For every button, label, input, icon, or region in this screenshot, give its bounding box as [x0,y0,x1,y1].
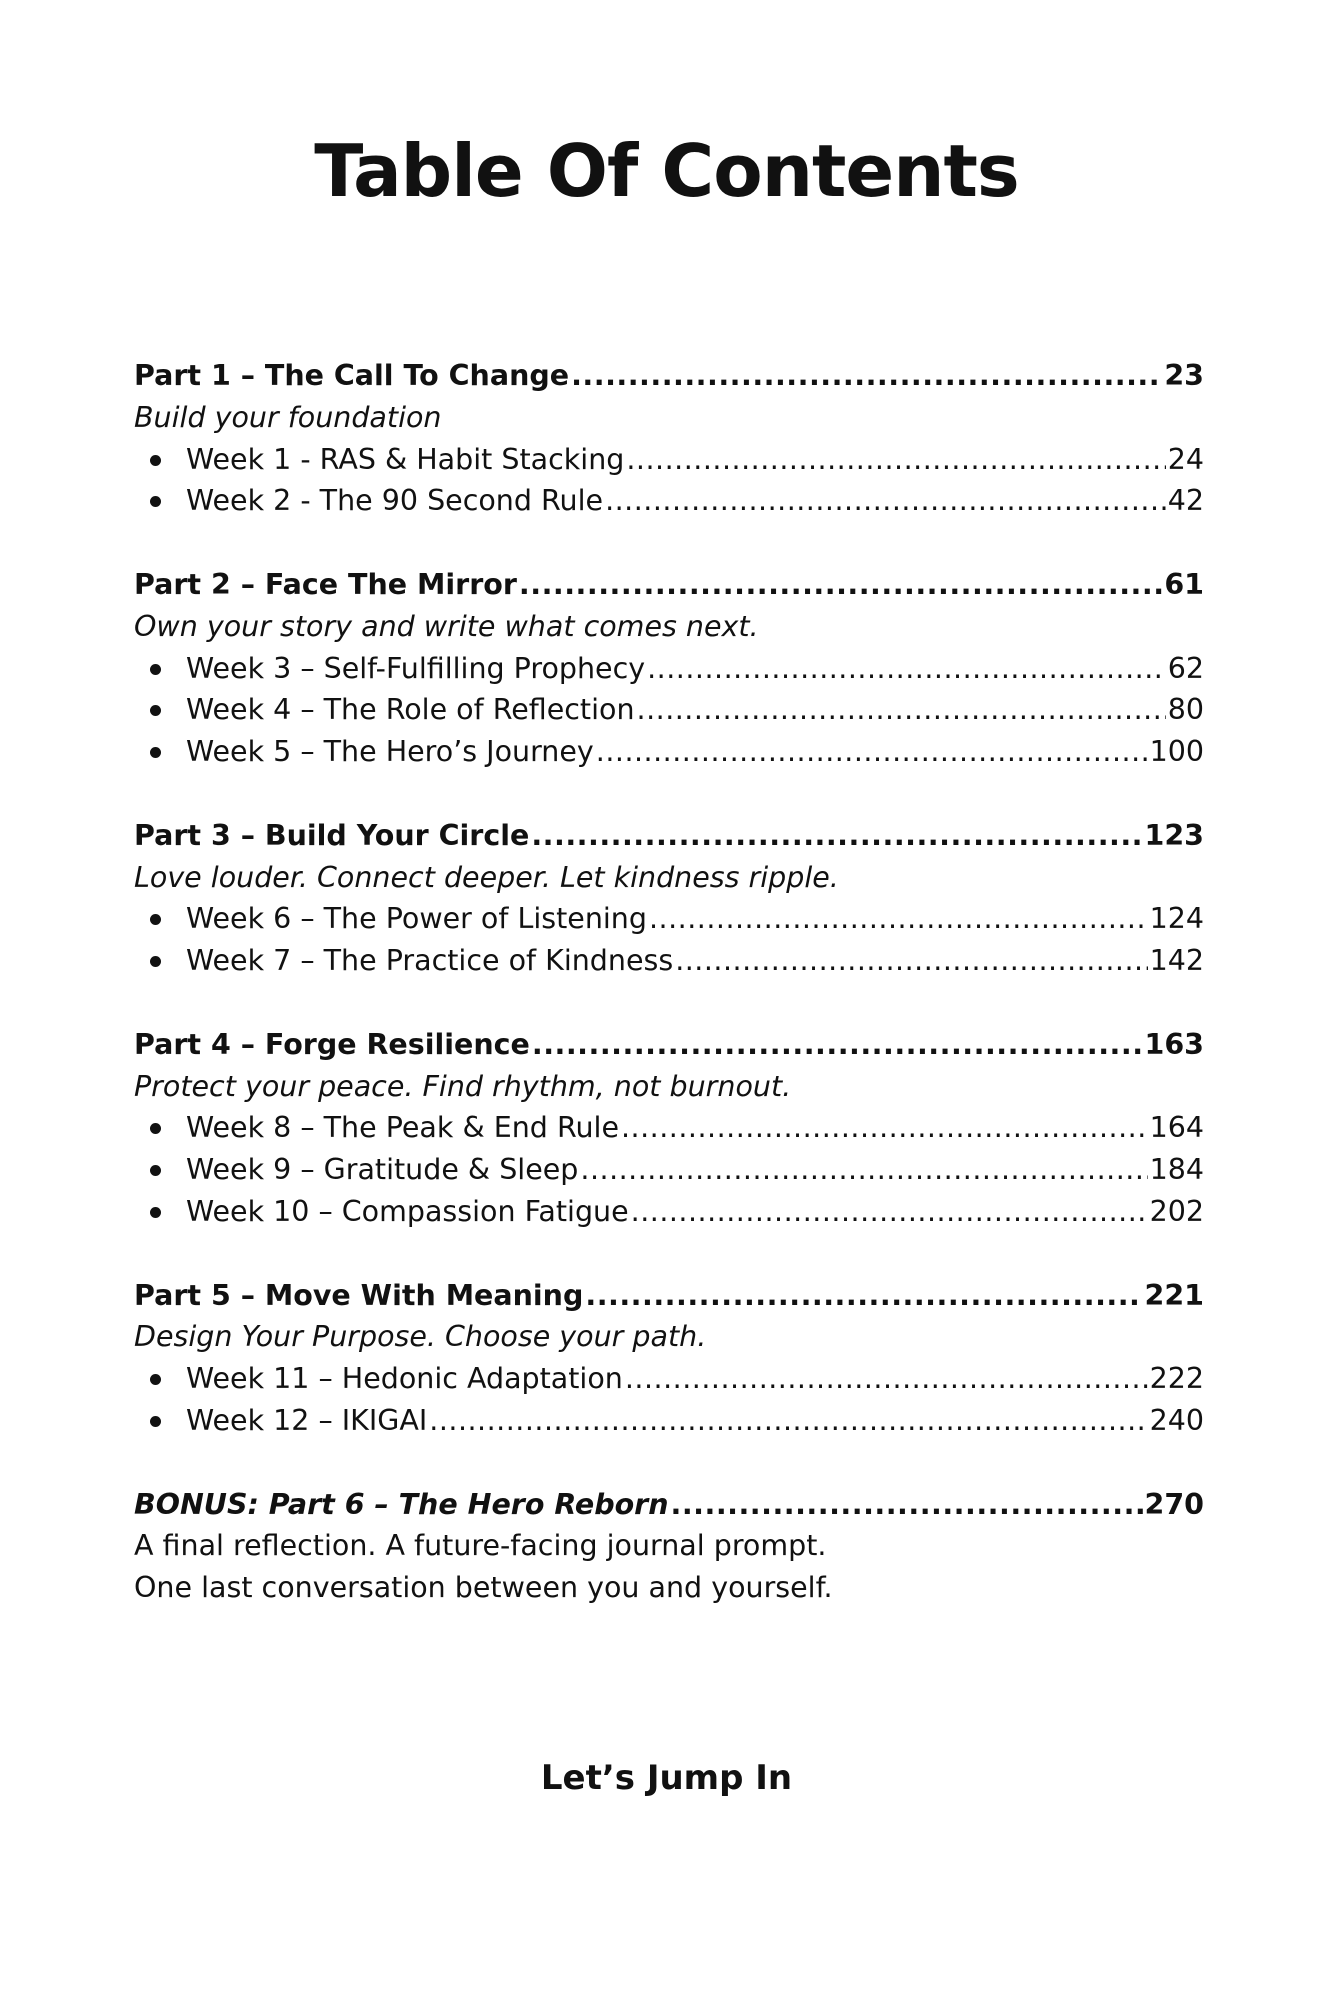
week-entry[interactable] [134,1191,1204,1233]
week-entry[interactable] [134,689,1204,731]
dot-leader [675,940,1147,982]
part-heading[interactable] [134,564,1204,606]
dot-leader [671,1484,1143,1526]
page-number: 270 [1144,1487,1204,1521]
week-title: Week 1 - RAS & Habit Stacking [186,442,625,476]
week-title: Week 5 – The Hero’s Journey [186,735,594,769]
week-title: Week 10 – Compassion Fatigue [186,1194,629,1228]
dot-leader [649,898,1148,940]
bullet-icon [150,1207,161,1218]
week-title: Week 9 – Gratitude & Sleep [186,1153,579,1187]
page-number: 23 [1164,359,1204,392]
week-entry[interactable] [134,1149,1204,1191]
part-heading[interactable] [134,1275,1204,1317]
week-title: Week 6 – The Power of Listening [186,902,647,936]
part-subtitle: Build your foundation [134,400,442,434]
part-title: Part 2 – Face The Mirror [134,567,517,601]
week-entry[interactable] [134,648,1204,690]
week-title: Week 3 – Self-Fulfilling Prophecy [186,651,646,685]
dot-leader [429,1400,1147,1442]
dot-leader [631,1191,1148,1233]
page-number: 80 [1167,693,1204,727]
page-number: 164 [1149,1111,1204,1145]
part-title: Part 3 – Build Your Circle [134,818,530,852]
bullet-icon [150,1374,161,1385]
page-number: 221 [1144,1278,1204,1312]
week-entry[interactable] [134,898,1204,940]
week-entry[interactable] [134,940,1204,982]
week-entry[interactable] [134,1400,1204,1442]
part-heading[interactable] [134,1024,1204,1066]
bullet-icon [150,747,161,758]
bullet-icon [150,1123,161,1134]
bullet-icon [150,496,161,507]
bullet-icon [150,705,161,716]
week-title: Week 8 – The Peak & End Rule [186,1111,619,1145]
week-entry[interactable] [134,1107,1204,1149]
bullet-icon [150,956,161,967]
dot-leader [519,564,1162,606]
page-number: 24 [1167,442,1204,476]
dot-leader [626,439,1165,481]
bonus-title: BONUS: Part 6 – The Hero Reborn [134,1487,669,1521]
part-subtitle: Own your story and write what comes next. [134,609,759,643]
bullet-icon [150,1416,161,1427]
page-number: 100 [1149,735,1204,769]
part-heading[interactable] [134,355,1204,397]
dot-leader [585,1275,1142,1317]
dot-leader [647,648,1166,690]
page-number: 163 [1144,1027,1204,1061]
page-number: 124 [1149,902,1204,936]
dot-leader [532,1024,1143,1066]
dot-leader [625,1358,1148,1400]
part-title: Part 4 – Forge Resilience [134,1027,530,1061]
dot-leader [605,480,1166,522]
week-title: Week 2 - The 90 Second Rule [186,484,604,518]
page-number: 62 [1167,651,1204,685]
week-entry[interactable] [134,439,1204,481]
page-number: 240 [1149,1403,1204,1437]
page-number: 222 [1149,1362,1204,1396]
dot-leader [531,815,1142,857]
part-title: Part 5 – Move With Meaning [134,1278,584,1312]
page-title: Table Of Contents [314,129,1019,213]
bonus-heading[interactable] [134,1484,1204,1526]
part-section [134,815,1204,982]
dot-leader [621,1107,1148,1149]
week-entry[interactable] [134,731,1204,773]
part-subtitle: Protect your peace. Find rhythm, not burnout. [134,1069,792,1103]
part-section [134,1275,1204,1442]
page-number: 202 [1149,1194,1204,1228]
bullet-icon [150,455,161,466]
page-number: 42 [1167,484,1204,518]
part-section [134,1024,1204,1233]
part-section [134,564,1204,773]
page-number: 184 [1149,1153,1204,1187]
bonus-description: One last conversation between you and yourself. [134,1571,833,1605]
closing-line: Let’s Jump In [540,1758,793,1798]
page-number: 142 [1149,944,1204,978]
part-subtitle: Design Your Purpose. Choose your path. [134,1320,707,1354]
bonus-description: A final reflection. A future-facing journal prompt. [134,1529,827,1563]
bonus-section [134,1484,1204,1609]
week-title: Week 12 – IKIGAI [186,1403,428,1437]
dot-leader [571,355,1162,397]
bullet-icon [150,914,161,925]
part-subtitle: Love louder. Connect deeper. Let kindness ripple. [134,860,839,894]
week-title: Week 4 – The Role of Reflection [186,693,635,727]
table-of-contents [134,355,1204,1651]
page-number: 123 [1144,818,1204,852]
dot-leader [637,689,1166,731]
week-title: Week 7 – The Practice of Kindness [186,944,674,978]
dot-leader [596,731,1148,773]
page-number: 61 [1164,567,1204,601]
part-section [134,355,1204,522]
bullet-icon [150,1165,161,1176]
week-entry[interactable] [134,480,1204,522]
week-entry[interactable] [134,1358,1204,1400]
bullet-icon [150,664,161,675]
week-title: Week 11 – Hedonic Adaptation [186,1362,623,1396]
dot-leader [580,1149,1147,1191]
part-heading[interactable] [134,815,1204,857]
part-title: Part 1 – The Call To Change [134,359,570,392]
